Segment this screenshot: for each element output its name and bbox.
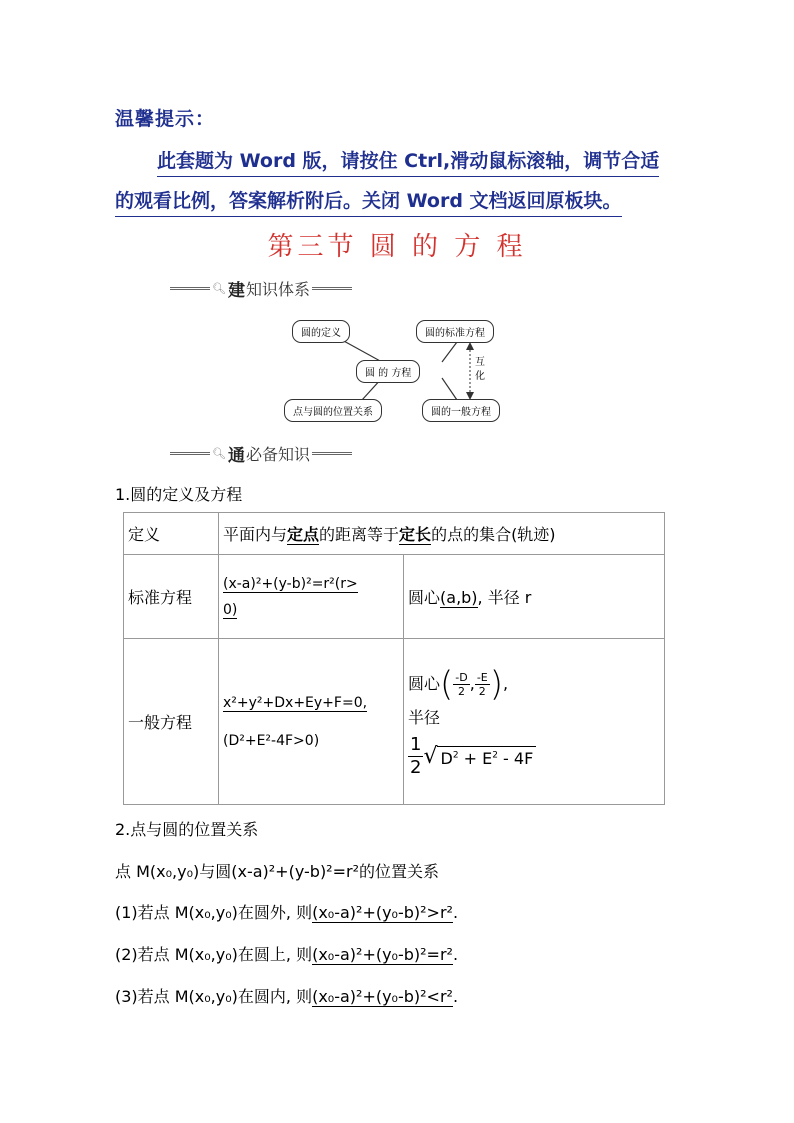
def-text-a: 平面内与 bbox=[223, 525, 288, 544]
node-point-circle-relation: 点与圆的位置关系 bbox=[284, 399, 382, 422]
def-text-b: 的距离等于 bbox=[319, 525, 400, 544]
banner-seal: 建 bbox=[227, 281, 245, 301]
heading-definition-equation: 1.圆的定义及方程 bbox=[115, 485, 243, 504]
def-key-fixed-point: 定点 bbox=[287, 525, 320, 544]
banner-knowledge-system bbox=[168, 276, 354, 301]
cell-definition bbox=[219, 513, 665, 555]
case-on bbox=[115, 942, 458, 965]
case-answer: (x₀-a)²+(y₀-b)²=r² bbox=[312, 945, 453, 964]
banner-label: 必备知识 bbox=[245, 445, 310, 464]
banner-rule-right bbox=[312, 452, 352, 455]
banner-rule-left bbox=[170, 452, 210, 455]
def-key-fixed-length: 定长 bbox=[399, 525, 432, 544]
tip-line-2: 的观看比例，答案解析附后。关闭 Word 文档返回原板块。 bbox=[115, 186, 622, 217]
radius-formula-rendered: $\frac{1}{2}$ √ $D^2 + E^2 - 4F$ bbox=[408, 734, 660, 779]
node-general-equation: 圆的一般方程 bbox=[422, 399, 500, 422]
circle-equation-table bbox=[123, 512, 665, 805]
case-answer: (x₀-a)²+(y₀-b)²>r² bbox=[312, 903, 453, 922]
center-value-rendered: ( $\frac{-D}{2}$ , $\frac{-E}{2}$ ), bbox=[440, 664, 509, 705]
cell-label: 定义 bbox=[124, 513, 219, 555]
radius-label: 半径 bbox=[408, 708, 441, 727]
center-value: (a,b) bbox=[440, 588, 478, 607]
standard-equation-line2: 0) bbox=[223, 601, 238, 618]
case-answer: (x₀-a)²+(y₀-b)²<r² bbox=[312, 987, 453, 1006]
case-outside bbox=[115, 900, 458, 923]
table-row-standard bbox=[124, 555, 665, 639]
cell-general-center bbox=[404, 639, 665, 805]
center-prefix: 圆心 bbox=[408, 588, 441, 607]
tip-title: 温馨提示： bbox=[115, 108, 216, 130]
banner-label: 知识体系 bbox=[245, 280, 310, 299]
arrow-label: 互化 bbox=[475, 357, 485, 382]
def-text-c: 的点的集合(轨迹) bbox=[431, 525, 556, 544]
case-inside bbox=[115, 984, 458, 1007]
cell-standard-equation bbox=[219, 555, 404, 639]
heading-position-relation: 2.点与圆的位置关系 bbox=[115, 820, 259, 839]
cell-standard-center bbox=[404, 555, 665, 639]
standard-equation bbox=[223, 571, 399, 623]
cell-label: 一般方程 bbox=[124, 639, 219, 805]
table-row-definition bbox=[124, 513, 665, 555]
banner-rule-left bbox=[170, 287, 210, 290]
node-circle-definition: 圆的定义 bbox=[292, 320, 350, 343]
case-prefix: (3)若点 M(x₀,y₀)在圆内, 则 bbox=[115, 987, 313, 1006]
radius-text: , 半径 r bbox=[477, 588, 532, 607]
section-title: 第三节 圆 的 方 程 bbox=[267, 232, 527, 262]
standard-equation-line1: (x-a)²+(y-b)²=r²(r> bbox=[223, 575, 358, 592]
magnifier-icon: 🔍︎ bbox=[212, 282, 226, 295]
table-row-general bbox=[124, 639, 665, 805]
para-intro: 点 M(x₀,y₀)与圆(x-a)²+(y-b)²=r²的位置关系 bbox=[115, 862, 439, 881]
concept-diagram bbox=[282, 312, 522, 424]
banner-seal: 通 bbox=[227, 446, 245, 466]
case-prefix: (1)若点 M(x₀,y₀)在圆外, 则 bbox=[115, 903, 313, 922]
node-standard-equation: 圆的标准方程 bbox=[416, 320, 494, 343]
case-suffix: . bbox=[452, 945, 459, 964]
case-suffix: . bbox=[452, 903, 459, 922]
node-circle-equation: 圆 的 方程 bbox=[356, 360, 420, 383]
general-equation: x²+y²+Dx+Ey+F=0, bbox=[223, 694, 368, 711]
banner-essential-knowledge bbox=[168, 441, 354, 466]
general-condition: (D²+E²-4F>0) bbox=[223, 732, 320, 749]
center-prefix: 圆心 bbox=[408, 674, 441, 693]
case-suffix: . bbox=[452, 987, 459, 1006]
cell-general-equation bbox=[219, 639, 404, 805]
case-prefix: (2)若点 M(x₀,y₀)在圆上, 则 bbox=[115, 945, 313, 964]
tip-line-1: 此套题为 Word 版，请按住 Ctrl,滑动鼠标滚轴，调节合适 bbox=[157, 146, 659, 177]
magnifier-icon: 🔍︎ bbox=[212, 447, 226, 460]
banner-rule-right bbox=[312, 287, 352, 290]
cell-label: 标准方程 bbox=[124, 555, 219, 639]
